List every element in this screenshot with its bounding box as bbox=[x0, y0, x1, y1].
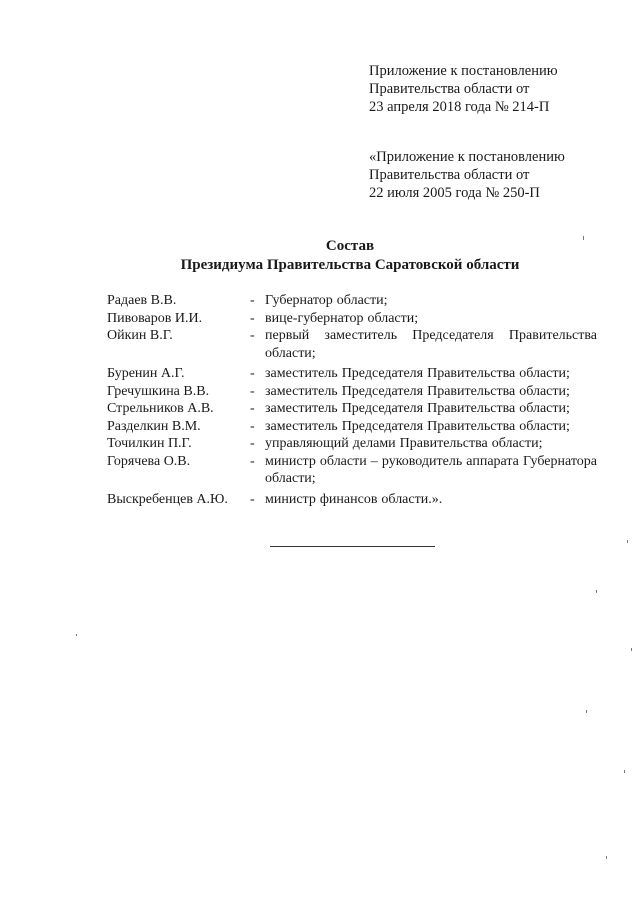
member-row bbox=[107, 491, 607, 509]
appendix-original-reference bbox=[369, 148, 565, 202]
document-subtitle: Президиума Правительства Саратовской области bbox=[180, 257, 520, 273]
member-dash: - bbox=[250, 453, 255, 469]
member-row bbox=[107, 327, 607, 362]
member-name: Радаев В.В. bbox=[107, 293, 177, 308]
member-name: Пивоваров И.И. bbox=[107, 310, 203, 326]
member-role: управляющий делами Правительства области; bbox=[265, 436, 543, 451]
member-name: Гречушкина В.В. bbox=[107, 383, 210, 399]
member-dash: - bbox=[250, 383, 255, 399]
member-name: Выскребенцев А.Ю. bbox=[107, 491, 228, 507]
member-role: министр финансов области.». bbox=[265, 491, 443, 507]
member-name: Разделкин В.М. bbox=[107, 418, 201, 434]
member-role: министр области – руководитель аппарата Губернатора области; bbox=[265, 453, 597, 486]
member-row bbox=[107, 365, 607, 383]
appendix-original-line-3: 22 июля 2005 года № 250-П bbox=[369, 185, 540, 201]
member-name: Горячева О.В. bbox=[107, 453, 191, 469]
member-dash: - bbox=[250, 401, 255, 416]
scan-speck bbox=[631, 648, 632, 651]
member-name: Точилкин П.Г. bbox=[107, 436, 192, 451]
appendix-current-line-2: Правительства области от bbox=[369, 81, 530, 97]
closing-divider-line bbox=[270, 546, 435, 547]
scan-speck bbox=[583, 236, 584, 240]
appendix-current-line-1: Приложение к постановлению bbox=[369, 63, 558, 79]
member-role: Губернатор области; bbox=[265, 293, 388, 308]
member-name: Стрельников А.В. bbox=[107, 401, 214, 416]
member-row bbox=[107, 292, 607, 310]
scan-speck bbox=[76, 634, 77, 636]
member-row bbox=[107, 453, 607, 488]
document-title: Состав bbox=[325, 238, 375, 254]
member-role: заместитель Председателя Правительства области; bbox=[265, 383, 570, 399]
scan-speck bbox=[586, 710, 587, 713]
scan-speck bbox=[624, 770, 625, 773]
scan-speck bbox=[606, 856, 607, 859]
member-dash: - bbox=[250, 293, 255, 308]
member-dash: - bbox=[250, 328, 255, 343]
member-row bbox=[107, 435, 607, 453]
member-dash: - bbox=[250, 366, 255, 381]
appendix-current-line-3: 23 апреля 2018 года № 214-П bbox=[369, 99, 550, 115]
member-role: заместитель Председателя Правительства области; bbox=[265, 418, 570, 434]
member-dash: - bbox=[250, 310, 255, 326]
member-dash: - bbox=[250, 418, 255, 434]
member-role: вице-губернатор области; bbox=[265, 310, 419, 326]
member-dash: - bbox=[250, 436, 255, 451]
appendix-current-reference bbox=[369, 62, 558, 116]
scan-speck bbox=[596, 590, 597, 593]
member-row bbox=[107, 400, 607, 418]
members-list bbox=[107, 292, 607, 508]
member-role: заместитель Председателя Правительства области; bbox=[265, 401, 570, 416]
member-name: Ойкин В.Г. bbox=[107, 328, 173, 343]
member-name: Буренин А.Г. bbox=[107, 366, 185, 381]
scan-speck bbox=[627, 540, 628, 543]
member-role: заместитель Председателя Правительства области; bbox=[265, 366, 570, 381]
appendix-original-line-1: «Приложение к постановлению bbox=[369, 149, 565, 165]
member-row bbox=[107, 383, 607, 401]
member-row bbox=[107, 418, 607, 436]
appendix-original-line-2: Правительства области от bbox=[369, 167, 530, 183]
member-row bbox=[107, 310, 607, 328]
member-dash: - bbox=[250, 491, 255, 507]
member-role: первый заместитель Председателя Правительства области; bbox=[265, 328, 597, 361]
